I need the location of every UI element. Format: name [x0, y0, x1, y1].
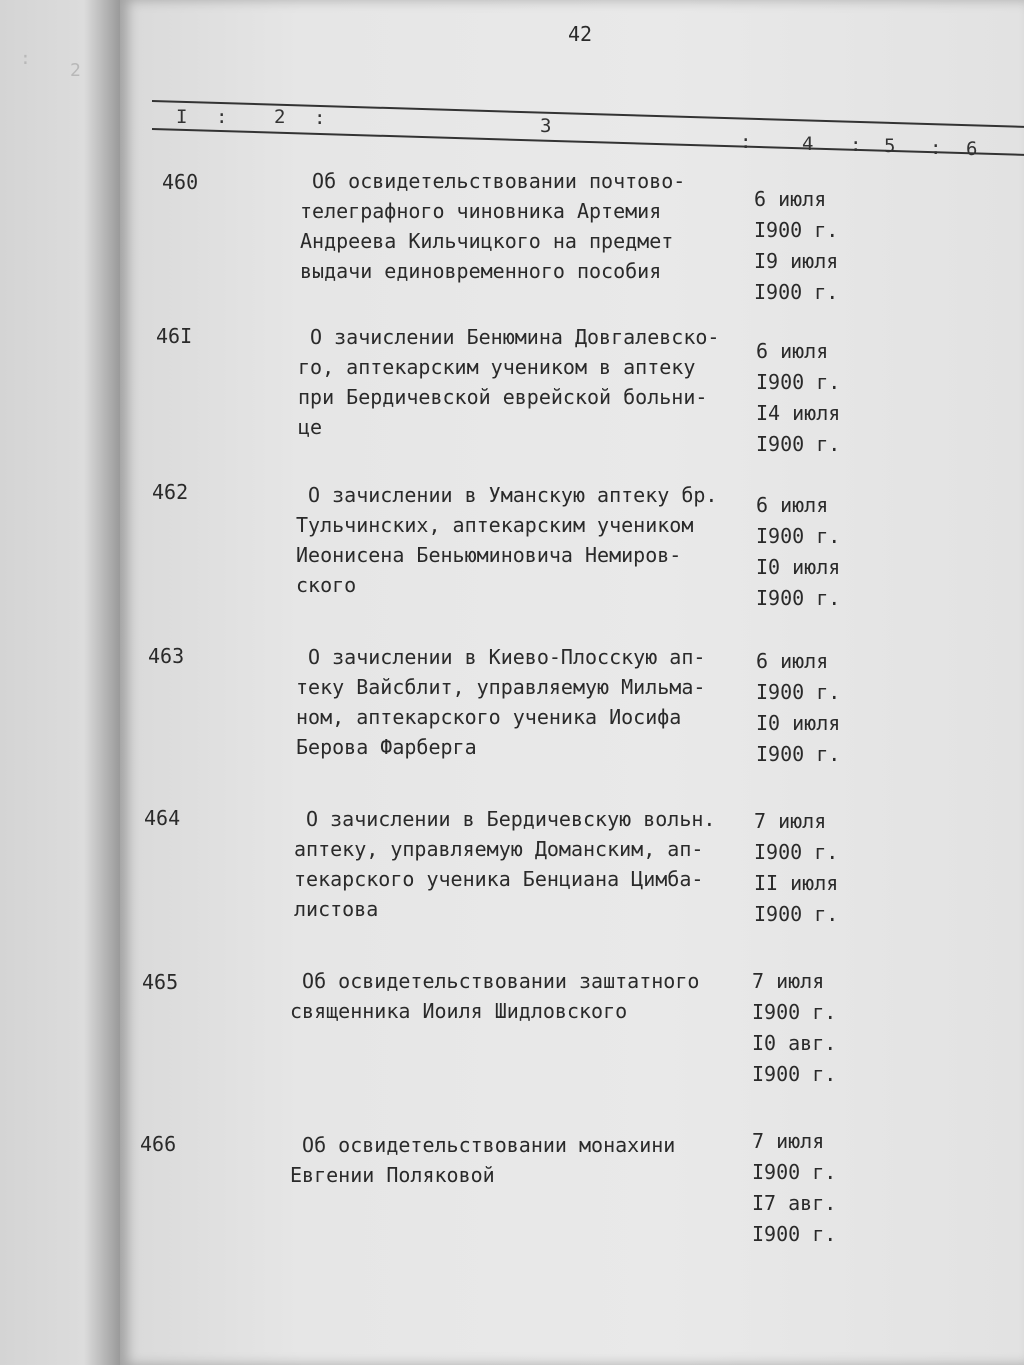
facing-page-ghost-mark: 2 — [70, 60, 81, 81]
entry-number: 464 — [144, 806, 181, 830]
entry-dates: 6 июля I900 г. I0 июля I900 г. — [756, 493, 841, 610]
column-header-2: 2 — [274, 106, 286, 128]
column-header-4: 4 — [802, 133, 814, 155]
entry-number: 465 — [142, 970, 179, 994]
column-header-6: 6 — [966, 138, 978, 160]
facing-page-ghost-mark: : — [20, 48, 31, 69]
entry-description: О зачислении Бенюмина Довгалевско- го, аптекарским учеником в аптеку при Бердичевской еврейской больни- це — [298, 325, 720, 439]
column-header-5: 5 — [884, 135, 896, 157]
entry-dates: 6 июля I900 г. I9 июля I900 г. — [754, 187, 839, 304]
entry-number: 466 — [140, 1132, 177, 1156]
entry-description: О зачислении в Киево-Плосскую ап- теку Вайсблит, управляемую Мильма- ном, аптекарского ученика Иосифа Берова Фарберга — [296, 645, 706, 759]
facing-page-edge — [0, 0, 120, 1365]
entry-number: 462 — [152, 480, 189, 504]
entry-dates: 6 июля I900 г. I4 июля I900 г. — [756, 339, 841, 456]
column-separator: : — [850, 134, 862, 156]
entry-description: Об освидетельствовании заштатного священника Иоиля Шидловского — [290, 969, 700, 1023]
entry-description: О зачислении в Бердичевскую вольн. аптеку, управляемую Доманским, ап- текарского ученика Бенциана Цимба- листова — [294, 807, 716, 921]
column-header-1: I — [176, 106, 188, 128]
column-separator: : — [930, 137, 942, 159]
page-number: 42 — [568, 22, 593, 46]
entry-number: 463 — [148, 644, 185, 668]
entry-dates: 6 июля I900 г. I0 июля I900 г. — [756, 649, 841, 766]
entry-description: Об освидетельствовании почтово- телеграфного чиновника Артемия Андреева Кильчицкого на предмет выдачи единовременного пособия — [300, 169, 686, 283]
entry-dates: 7 июля I900 г. I0 авг. I900 г. — [752, 969, 837, 1086]
document-page — [120, 0, 1024, 1365]
column-separator: : — [740, 131, 752, 153]
column-separator: : — [216, 106, 228, 128]
column-header-3: 3 — [540, 115, 552, 137]
entry-number: 46I — [156, 324, 193, 348]
column-separator: : — [314, 107, 326, 129]
entry-number: 460 — [162, 170, 199, 194]
entry-dates: 7 июля I900 г. I7 авг. I900 г. — [752, 1129, 837, 1246]
entry-description: Об освидетельствовании монахини Евгении Поляковой — [290, 1133, 676, 1187]
entry-dates: 7 июля I900 г. II июля I900 г. — [754, 809, 839, 926]
entry-description: О зачислении в Уманскую аптеку бр. Тульчинских, аптекарским учеником Иеонисена Беньюминовича Немиров- ского — [296, 483, 718, 597]
